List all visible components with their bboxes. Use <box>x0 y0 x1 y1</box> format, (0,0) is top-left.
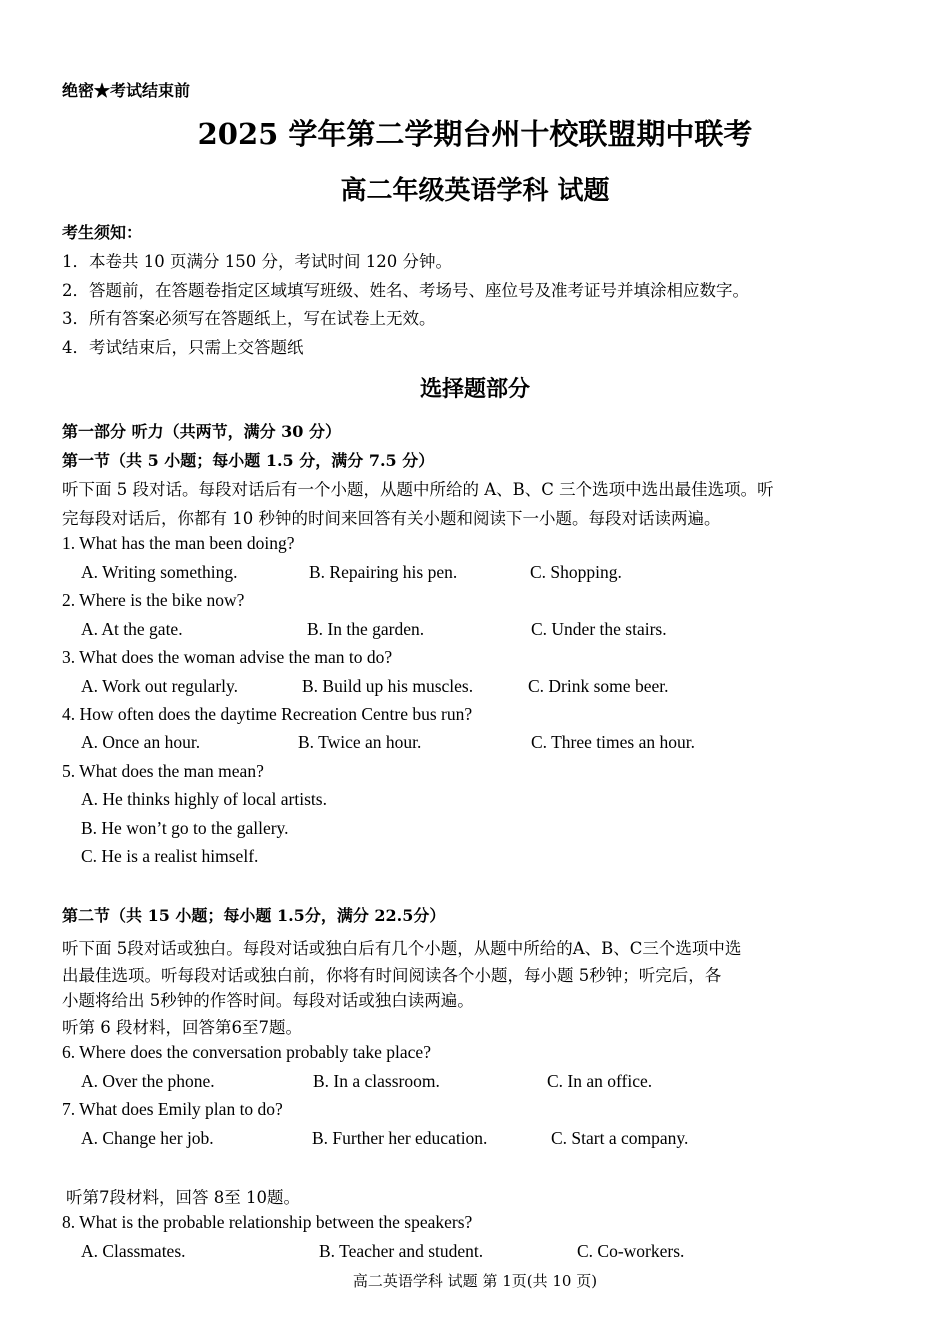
section2-instruction: 听下面 5段对话或独白。每段对话或独白后有几个小题，从题中所给的A、B、C三个选项中选 <box>62 939 742 958</box>
material-heading: 听第7段材料，回答 8至 10题。 <box>66 1188 300 1207</box>
option-c: C. In an office. <box>547 1071 653 1091</box>
option-a: A. Writing something. <box>81 562 238 582</box>
option-c: C. Drink some beer. <box>528 676 669 696</box>
option-b: B. Twice an hour. <box>298 732 422 752</box>
option-a: A. Once an hour. <box>81 732 201 752</box>
notice-item: 3．所有答案必须写在答题纸上，写在试卷上无效。 <box>62 309 436 328</box>
option-b: B. He won’t go to the gallery. <box>81 818 289 838</box>
exam-title: 2025 学年第二学期台州十校联盟期中联考 <box>197 117 753 151</box>
question-stem: 6. Where does the conversation probably take place? <box>62 1042 431 1062</box>
option-c: C. Three times an hour. <box>531 732 695 752</box>
option-c: C. Co-workers. <box>577 1241 685 1261</box>
section1-instruction: 完每段对话后，你都有 10 秒钟的时间来回答有关小题和阅读下一小题。每段对话读两遍。 <box>62 509 721 528</box>
question-stem: 3. What does the woman advise the man to do? <box>62 647 393 667</box>
option-a: A. He thinks highly of local artists. <box>81 789 327 809</box>
section2-instruction: 小题将给出 5秒钟的作答时间。每段对话或独白读两遍。 <box>62 991 474 1010</box>
option-a: A. At the gate. <box>81 619 183 639</box>
page-footer: 高二英语学科 试题 第 1页(共 10 页) <box>352 1272 598 1290</box>
material-heading: 听第 6 段材料，回答第6至7题。 <box>62 1018 302 1037</box>
section2-instruction: 出最佳选项。听每段对话或独白前，你将有时间阅读各个小题，每小题 5秒钟；听完后，各 <box>62 966 722 985</box>
option-b: B. Teacher and student. <box>319 1241 484 1261</box>
section2-heading: 第二节（共 15 小题；每小题 1.5分，满分 22.5分） <box>62 906 446 925</box>
notice-item: 2．答题前，在答题卷指定区域填写班级、姓名、考场号、座位号及准考证号并填涂相应数字。 <box>62 281 749 300</box>
exam-subtitle: 高二年级英语学科 试题 <box>340 176 610 206</box>
confidential-label: 绝密★考试结束前 <box>62 81 191 100</box>
option-a: A. Classmates. <box>81 1241 186 1261</box>
option-c: C. Shopping. <box>530 562 622 582</box>
question-stem: 1. What has the man been doing? <box>62 533 295 553</box>
option-b: B. In the garden. <box>307 619 425 639</box>
question-stem: 8. What is the probable relationship between the speakers? <box>62 1212 473 1232</box>
option-b: B. Build up his muscles. <box>302 676 474 696</box>
section-title: 选择题部分 <box>419 376 530 402</box>
question-stem: 5. What does the man mean? <box>62 761 264 781</box>
section1-instruction: 听下面 5 段对话。每段对话后有一个小题，从题中所给的 A、B、C 三个选项中选出最佳选项。听 <box>62 480 774 499</box>
notice-heading: 考生须知： <box>62 223 143 242</box>
option-c: C. Under the stairs. <box>531 619 667 639</box>
question-stem: 7. What does Emily plan to do? <box>62 1099 283 1119</box>
option-c: C. Start a company. <box>551 1128 689 1148</box>
notice-item: 4．考试结束后，只需上交答题纸 <box>62 338 304 357</box>
option-a: A. Over the phone. <box>81 1071 215 1091</box>
option-a: A. Change her job. <box>81 1128 214 1148</box>
question-stem: 2. Where is the bike now? <box>62 590 245 610</box>
option-a: A. Work out regularly. <box>81 676 239 696</box>
option-b: B. Further her education. <box>312 1128 488 1148</box>
option-b: B. In a classroom. <box>313 1071 440 1091</box>
option-c: C. He is a realist himself. <box>81 846 259 866</box>
section1-heading: 第一节（共 5 小题；每小题 1.5 分，满分 7.5 分） <box>62 451 435 470</box>
option-b: B. Repairing his pen. <box>309 562 458 582</box>
notice-item: 1．本卷共 10 页满分 150 分，考试时间 120 分钟。 <box>62 252 452 271</box>
question-stem: 4. How often does the daytime Recreation Centre bus run? <box>62 704 473 724</box>
part1-heading: 第一部分 听力（共两节，满分 30 分） <box>62 422 341 441</box>
